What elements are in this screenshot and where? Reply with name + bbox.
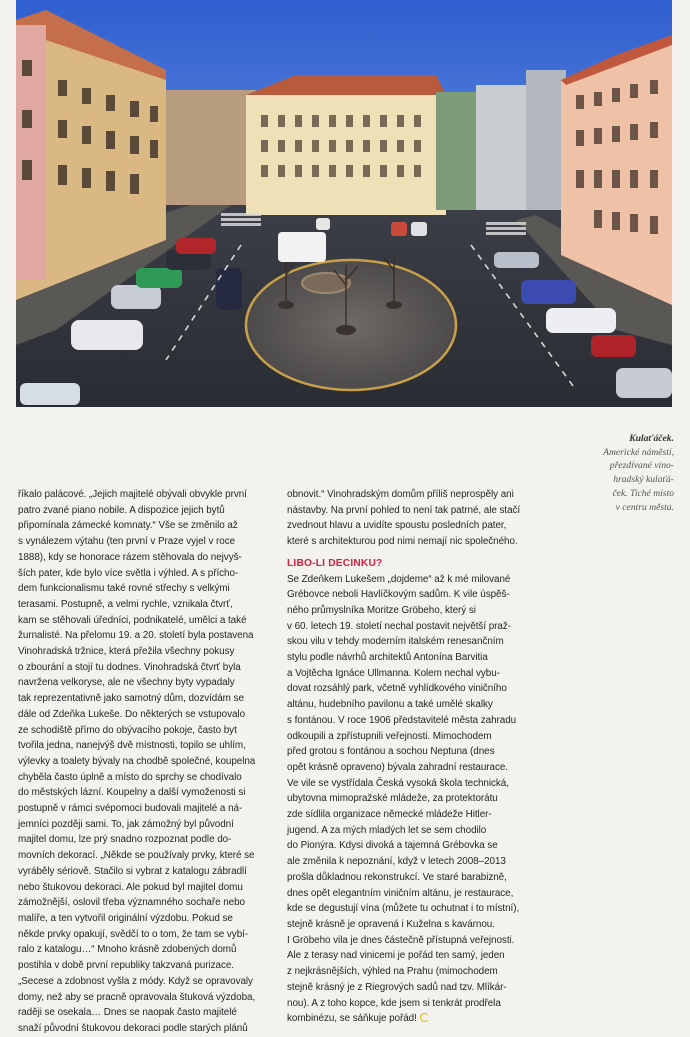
- text-line: domy, než aby se pracně opravovala štuková výzdoba,: [18, 991, 256, 1003]
- article-right-bottom: [287, 572, 549, 1027]
- street-photo: [16, 0, 672, 407]
- text-line: snaží původní štukovou dekoraci podle starých plánů: [18, 1022, 248, 1034]
- text-line: vyráběly sériově. Stačilo si vybrat z katalogu zábradlí: [18, 865, 247, 877]
- text-line: stylu podle návrhů architektů Antonína Barvitia: [287, 652, 488, 664]
- text-line: prošla důkladnou rekonstrukcí. Ve staré barabizně,: [287, 871, 507, 883]
- text-line: někde prvky opakují, svědčí to o tom, že tam se vybí-: [18, 928, 249, 940]
- text-line: s vynálezem výtahu (ten první v Praze vyjel v roce: [18, 536, 236, 548]
- text-line: movních dekorací. „Někde se používaly prvky, které se: [18, 850, 255, 862]
- text-line: připomínala zámecké komnaty.“ Vše se změnilo až: [18, 520, 238, 532]
- caption-line: ček. Tiché místo: [612, 487, 674, 499]
- section-heading: LIBO-LI DECINKU?: [287, 557, 383, 569]
- text-line: Vinohradská tržnice, která přežila všechny pokusy: [18, 646, 235, 658]
- text-line: altánu, hudebního pavilonu a také umělé skalky: [287, 699, 493, 711]
- text-line: ale změnila k nepoznání, když v letech 2008–2013: [287, 856, 506, 868]
- article-right-column: [287, 487, 549, 1027]
- text-line: s fontánou. V roce 1906 představitelé města zahradu: [287, 714, 517, 726]
- caption-line: přezdívané vino-: [609, 460, 674, 472]
- text-line: ného průmyslníka Moritze Gröbeho, který si: [287, 604, 476, 616]
- text-line: terasami. Postupně, a velmi rychle, vznikala čtvrť,: [18, 598, 233, 610]
- text-line: kombinézu, se sáňkuje pořád!: [287, 1011, 549, 1027]
- text-line: nou). A z toho kopce, kde jsem si tenkrát prodřela: [287, 997, 501, 1009]
- article-right-top: [287, 487, 549, 550]
- text-line: ralo z katalogu…“ Mnoho krásně zdobených domů: [18, 944, 237, 956]
- text-line: odkoupili a zpřístupnili veřejnosti. Mimochodem: [287, 730, 492, 742]
- text-line: před grotou s fontánou a sochou Neptuna (dnes: [287, 746, 495, 758]
- text-line: kam se stěhovali úředníci, podnikatelé, umělci a také: [18, 614, 247, 626]
- text-line: 1888), kdy se honorace rázem stěhovala do nejvyš-: [18, 551, 242, 563]
- text-line: v 60. letech 19. století nechal postavit největší praž-: [287, 620, 511, 632]
- text-line: z nejkrásnějších, výhled na Prahu (mimochodem: [287, 966, 498, 978]
- text-line: do městských lázní. Koupelny a další vymoženosti si: [18, 787, 246, 799]
- text-line: obnovit.“ Vinohradským domům příliš neprospěly ani: [287, 489, 514, 500]
- end-mark-icon: [420, 1013, 429, 1022]
- text-line: Grébovce neboli Havlíčkovým sadům. K vile úspěš-: [287, 589, 510, 601]
- text-line: Ve vile se vystřídala Česká vysoká škola technická,: [287, 777, 509, 789]
- text-line: říkalo palácové. „Jejich majitelé obývali obvykle první: [18, 489, 247, 500]
- text-line: zde sídlila organizace německé mládeže Hitler-: [287, 809, 492, 821]
- text-line: stejně krásný je z Riegrových sadů nad tzv. Mlíkár-: [287, 981, 507, 993]
- text-line: Ale z terasy nad vinicemi je pořád ten samý, jeden: [287, 950, 505, 962]
- photo-caption: [584, 432, 674, 514]
- caption-line: v centru města.: [615, 501, 674, 513]
- text-line: Se Zdeňkem Lukešem „dojdeme“ až k mé milované: [287, 573, 511, 585]
- text-line: dem funkcionalismu také rovné střechy s velkými: [18, 583, 230, 595]
- text-line: zvednout hlavu a uvidíte spoustu posledních pater,: [287, 520, 507, 532]
- text-line: které s architekturou pod nimi nemají nic společného.: [287, 536, 518, 548]
- text-line: chyběla často úplně a místo do sprchy se chodívalo: [18, 771, 242, 783]
- text-line: stejně krásně je opravená i Kuželna s kavárnou.: [287, 918, 495, 930]
- text-line: „Secese a zdobnost vyšla z módy. Když se opravovaly: [18, 975, 253, 987]
- text-line: zámožnější, oslovil třeba významného sochaře nebo: [18, 897, 245, 909]
- text-line: opět krásně opraveno) bývala zahradní restaurace.: [287, 761, 508, 773]
- text-line: žurnalisté. Na přelomu 19. a 20. století byla postavena: [18, 630, 254, 642]
- text-line: postupně v rámci svépomoci budovali majitelé a ná-: [18, 803, 243, 815]
- text-line: dále od Zdeňka Lukeše. Do některých se vstupovalo: [18, 708, 246, 720]
- text-line: ších pater, kde bylo více světla i výhled. A s přícho-: [18, 567, 239, 579]
- text-line: kde se degustují vína (můžete tu ochutnat i to místní),: [287, 903, 520, 915]
- text-line: patro zvané piano nobile. A dispozice jejich bytů: [18, 504, 225, 516]
- article-left-column: [18, 487, 280, 1037]
- text-line: navržena velkoryse, ale ne všechny byty vypadaly: [18, 677, 235, 689]
- text-line: ubytovna mimopražské mládeže, za protektorátu: [287, 793, 498, 805]
- text-line: tak reprezentativně jako samotný dům, dozvídám se: [18, 693, 244, 705]
- text-line: do Pionýra. Kdysi divoká a tajemná Grébovka se: [287, 840, 498, 852]
- text-line: a Vojtěcha Ignáce Ullmanna. Kolem nechal vybu-: [287, 667, 500, 679]
- text-line: jugend. A za mých mladých let se sem chodilo: [287, 824, 487, 836]
- text-line: raději se osekala… Dnes se naopak často majitelé: [18, 1007, 237, 1019]
- text-line: skou vilu v tehdy moderním italském renesančním: [287, 636, 504, 648]
- text-line: jemníci později sami. To, jak zámožný byl původní: [18, 818, 234, 830]
- text-line: majitel domu, lze prý snadno rozpoznat podle do-: [18, 834, 232, 846]
- text-line: nebo štukovou dekoraci. Ale pokud byl majitel domu: [18, 881, 243, 893]
- text-line: výlevky a toalety bývaly na chodbě společné, koupelna: [18, 755, 256, 767]
- text-line: dovat rozsáhlý park, včetně vyhlídkového viničního: [287, 683, 507, 695]
- text-line: ze schodiště přímo do obývacího pokoje, často byt: [18, 724, 237, 736]
- caption-title: Kulaťáček.: [629, 433, 674, 444]
- caption-line: hradský kulaťá-: [613, 474, 674, 486]
- text-line: o zbourání a stojí tu dodnes. Vinohradská čtvrť byla: [18, 661, 241, 673]
- text-line: tvořila jedna, nanejvýš dvě místnosti, topilo se uhlím,: [18, 740, 246, 752]
- text-line: nástavby. Na první pohled to není tak patrné, ale stačí: [287, 504, 521, 516]
- text-line: I Gröbeho vila je dnes částečně přístupná veřejnosti.: [287, 934, 515, 946]
- text-line: postihla v době první republiky takzvaná purizace.: [18, 960, 234, 972]
- text-line: malíře, a ten vytvořil originální výzdobu. Pokud se: [18, 912, 233, 924]
- text-line: dnes opět elegantním viničním altánu, je restaurace,: [287, 887, 514, 899]
- caption-line: Americké náměstí,: [603, 446, 674, 458]
